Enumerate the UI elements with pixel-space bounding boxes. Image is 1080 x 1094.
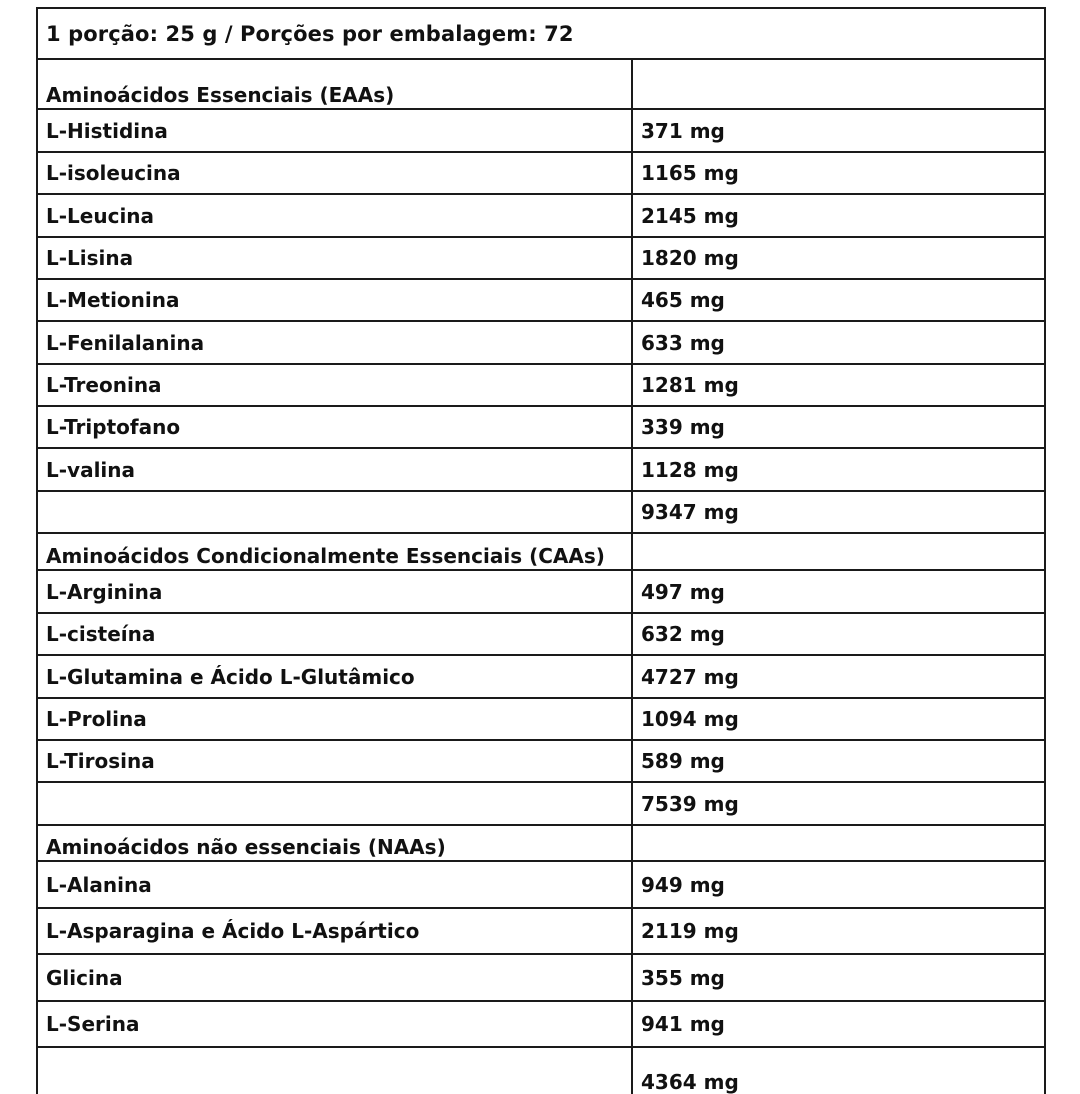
row-name: L-Alanina bbox=[38, 862, 633, 907]
row-amount bbox=[633, 534, 1044, 569]
table-row bbox=[38, 195, 1044, 238]
table-row bbox=[38, 407, 1044, 449]
row-name: L-cisteína bbox=[38, 614, 633, 654]
row-name bbox=[38, 492, 633, 532]
row-name: Aminoácidos Condicionalmente Essenciais (CAAs) bbox=[38, 534, 633, 569]
table-row bbox=[38, 656, 1044, 699]
table-row bbox=[38, 741, 1044, 783]
table-row bbox=[38, 862, 1044, 909]
table-row bbox=[38, 909, 1044, 955]
row-amount: 355 mg bbox=[641, 965, 725, 990]
row-amount: 1820 mg bbox=[641, 246, 739, 270]
row-name: L-valina bbox=[38, 449, 633, 490]
row-name: L-Arginina bbox=[38, 571, 633, 612]
table-row bbox=[38, 110, 1044, 153]
row-name bbox=[38, 783, 633, 824]
row-amount: 465 mg bbox=[641, 288, 725, 312]
row-amount: 1094 mg bbox=[641, 707, 739, 731]
row-name: L-Leucina bbox=[38, 195, 633, 236]
row-name: L-Tirosina bbox=[38, 741, 633, 781]
subtotal-amount: 7539 mg bbox=[641, 791, 739, 816]
row-amount: 632 mg bbox=[641, 622, 725, 646]
row-name: L-Treonina bbox=[38, 365, 633, 405]
amino-acid-table bbox=[36, 7, 1046, 1094]
row-name: Aminoácidos Essenciais (EAAs) bbox=[38, 60, 633, 108]
row-amount: 941 mg bbox=[641, 1012, 725, 1036]
serving-info: 1 porção: 25 g / Porções por embalagem: 72 bbox=[38, 9, 1044, 60]
row-name bbox=[38, 1048, 633, 1094]
row-name: L-Histidina bbox=[38, 110, 633, 151]
table-row bbox=[38, 153, 1044, 195]
table-row bbox=[38, 449, 1044, 492]
row-amount: 497 mg bbox=[641, 579, 725, 604]
table-row bbox=[38, 238, 1044, 280]
table-row bbox=[38, 280, 1044, 322]
subtotal-row bbox=[38, 783, 1044, 826]
subtotal-row bbox=[38, 492, 1044, 534]
table-row bbox=[38, 322, 1044, 365]
row-amount: 2145 mg bbox=[641, 203, 739, 228]
row-amount: 1281 mg bbox=[641, 373, 739, 397]
table-row bbox=[38, 955, 1044, 1002]
table-row bbox=[38, 614, 1044, 656]
row-amount: 2119 mg bbox=[641, 919, 739, 943]
table-row bbox=[38, 365, 1044, 407]
table-row bbox=[38, 571, 1044, 614]
row-name: L-Serina bbox=[38, 1002, 633, 1046]
row-name: L-Glutamina e Ácido L-Glutâmico bbox=[38, 656, 633, 697]
row-amount: 4727 mg bbox=[641, 664, 739, 689]
row-amount: 371 mg bbox=[641, 118, 725, 143]
section-header-eaas bbox=[38, 60, 1044, 110]
row-amount: 1128 mg bbox=[641, 457, 739, 482]
row-name: Aminoácidos não essenciais (NAAs) bbox=[38, 826, 633, 860]
subtotal-amount: 4364 mg bbox=[641, 1070, 739, 1094]
row-amount: 339 mg bbox=[641, 415, 725, 439]
row-name: L-isoleucina bbox=[38, 153, 633, 193]
row-name: L-Fenilalanina bbox=[38, 322, 633, 363]
subtotal-row bbox=[38, 1048, 1044, 1094]
row-name: L-Lisina bbox=[38, 238, 633, 278]
row-amount bbox=[633, 826, 1044, 860]
table-row bbox=[38, 1002, 1044, 1048]
row-amount: 949 mg bbox=[641, 872, 725, 897]
table-row bbox=[38, 699, 1044, 741]
row-amount: 589 mg bbox=[641, 749, 725, 773]
subtotal-amount: 9347 mg bbox=[641, 500, 739, 524]
row-amount bbox=[633, 60, 1044, 108]
section-header-caas bbox=[38, 534, 1044, 571]
row-name: L-Asparagina e Ácido L-Aspártico bbox=[38, 909, 633, 953]
section-header-naas bbox=[38, 826, 1044, 862]
row-name: L-Prolina bbox=[38, 699, 633, 739]
row-name: Glicina bbox=[38, 955, 633, 1000]
row-amount: 633 mg bbox=[641, 330, 725, 355]
row-amount: 1165 mg bbox=[641, 161, 739, 185]
row-name: L-Triptofano bbox=[38, 407, 633, 447]
row-name: L-Metionina bbox=[38, 280, 633, 320]
